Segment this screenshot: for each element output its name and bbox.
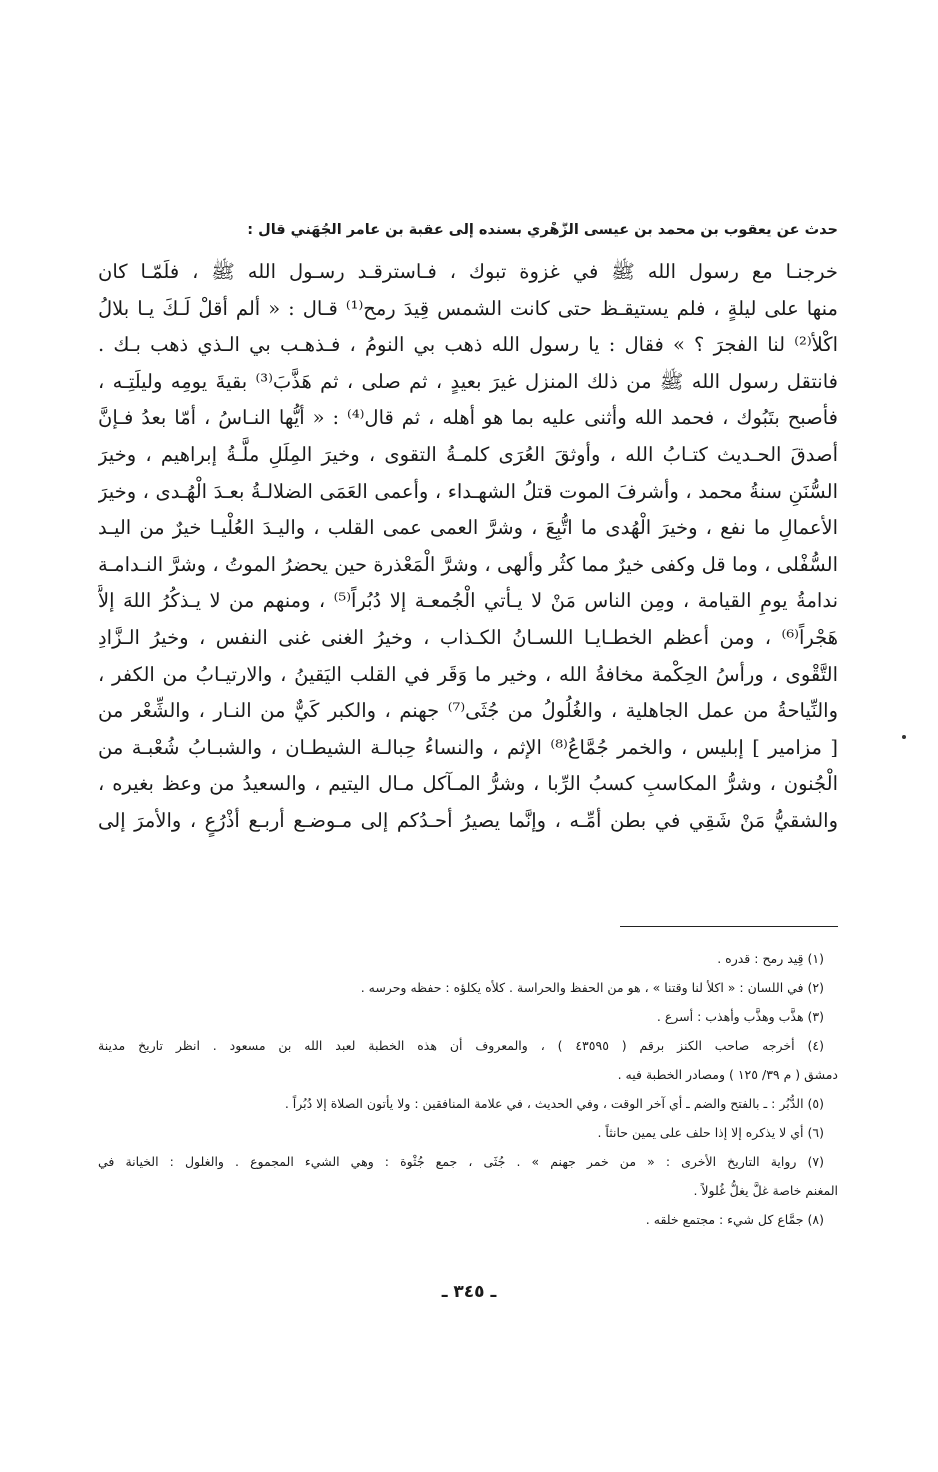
footnote-2: (٢) في اللسان : « اكلأ لنا وقتنا » ، هو من الحفظ والحراسة . كلأه يكلؤه : حفظه وحرسه . [360,980,824,995]
text-line: أصدقَ الحـديث كتـابُ الله ، وأوثقَ العُرَى كلمـةُ التقوى ، وخيرَ المِلَلِ ملَّـةُ إبراهيم ، وخيرَ [98,442,838,466]
footnote-6: (٦) أي لا يذكره إلا إذا حلف على يمين حانثاً . [597,1125,824,1140]
text-line: السُّنَنِ سنةُ محمد ، وأشرفَ الموت قتلُ الشهـداء ، وأعمى العَمَى الضلالـةُ بعـدَ الْهُـدى ، وخيرَ [98,479,838,503]
margin-mark [902,735,906,739]
text-line: ندامةُ يومِ القيامة ، ومِن الناس مَنْ لا يـأتي الْجُمعـة إلا دُبُراً⁽⁵⁾ ، ومنهم من لا يـذكُرُ اللهَ إلاَّ [98,589,838,613]
footnote-1: (١) قِيد رمح : قدره . [717,951,824,966]
text-line: فأصبح بتَبُوك ، فحمد الله وأثنى عليه بما هو أهله ، ثم قال⁽⁴⁾ : « أيُّها النـاسُ ، أمّا بعدُ فـإنَّ [98,406,838,430]
footnote-5: (٥) الدُّبُر : ـ بالفتح والضم ـ أي آخر الوقت ، وفي الحديث ، في علامة المنافقين : ولا يأتون الصلاة إلا دُبُراً . [284,1096,824,1111]
footnote-separator [620,926,838,927]
footnote-7: (٧) رواية التاريخ الأخرى : « من خمر جهنم » . جُثَى ، جمع جُثْوة : وهي الشيء المجموع . والغلول : الخيانة في [98,1154,824,1169]
text-line: فانتقل رسول الله ﷺ من ذلك المنزل غيرَ بعيدٍ ، ثم صلى ، ثم هَذَّبَ⁽³⁾ بقيةَ يومِه وليلَتِـه ، [98,369,838,393]
text-line: والنِّياحةُ من عمل الجاهلية ، والغُلُولُ من جُثَى⁽⁷⁾ جهنم ، والكبر كَيٌّ من النـار ، والشِّعْر من [98,699,838,723]
text-line: منها على ليلةٍ ، فلم يستيقـظ حتى كانت الشمس قِيدَ رمح⁽¹⁾ قـال : « ألم أقلْ لَـكَ يـا بلالُ [98,296,838,320]
text-line: الْجُنون ، وشرُّ المكاسبِ كسبُ الرِّبا ، وشرُّ المـآكل مـال اليتيم ، والسعيدُ من وعظ بغيره ، [98,772,838,796]
page-number: ـ ٣٤٥ ـ [441,1282,497,1302]
text-line: الأعمالِ ما نفع ، وخيرَ الْهُدى ما اتُّبِعَ ، وشرَّ العمى عمى القلب ، واليـدَ العُلْيـا خيرٌ من اليـد [98,516,838,540]
footnote-4-continued: دمشق ( م ٣٩/ ١٢٥ ) ومصادر الخطبة فيه . [617,1067,838,1082]
text-line: [ مزامير ] إبليس ، والخمر جُمَّاعُ⁽⁸⁾ الإثم ، والنساءُ حِبالـة الشيطـان ، والشبـابُ شُعْبـة من [98,735,838,759]
footnote-4: (٤) أخرجه صاحب الكنز برقم ( ٤٣٥٩٥ ) ، والمعروف أن هذه الخطبة لعبد الله بن مسعود . انظر تاريخ مدينة [98,1038,824,1053]
text-line: والشقيُّ مَنْ شَقِي في بطن أمِّـه ، وإنَّما يصيرُ أحـدُكم إلى مـوضـع أربـع أذْرُعٍ ، والأمرَ إلى [98,808,838,832]
footnote-3: (٣) هذَّب وهذَّب وأهذب : أسرع . [656,1009,824,1024]
text-line: خرجنـا مع رسول الله ﷺ في غزوة تبوك ، فـاسترقـد رسـول الله ﷺ ، فلَمّـا كان [98,260,838,283]
footnote-8: (٨) جمَّاع كل شيء : مجتمع خلقه . [645,1212,824,1227]
footnote-7-continued: المغنم خاصة غلَّ يغلُّ غُلولاً . [693,1183,838,1198]
text-line: السُّفْلى ، وما قل وكفى خيرٌ مما كثُر وألهى ، وشرَّ الْمَعْذرة حين يحضرُ الموتُ ، وشرَّ النـدامـة [98,552,838,576]
footnotes [98,944,838,1234]
main-text [98,254,838,840]
chapter-heading: حدث عن يعقوب بن محمد بن عيسى الزُّهْري بسنده إلى عقبة بن عامر الجُهَني قال : [247,222,838,238]
text-line: التَّقْوى ، ورأسُ الحِكْمة مخافةُ الله ، وخير ما وَقَر في القلب اليَقينُ ، والارتيـابُ من الكفر ، [98,662,838,686]
text-line: هَجْراً⁽⁶⁾ ، ومن أعظم الخطـايـا اللسـانُ الكـذاب ، وخيرُ الغنى غنى النفس ، وخيرُ الـزَّادِ [98,625,838,649]
text-line: اكْلأ⁽²⁾ لنا الفجرَ ؟ » فقال : يا رسول الله ذهب بي النومُ ، فـذهـب بي الـذي ذهب بـك . [98,333,838,357]
